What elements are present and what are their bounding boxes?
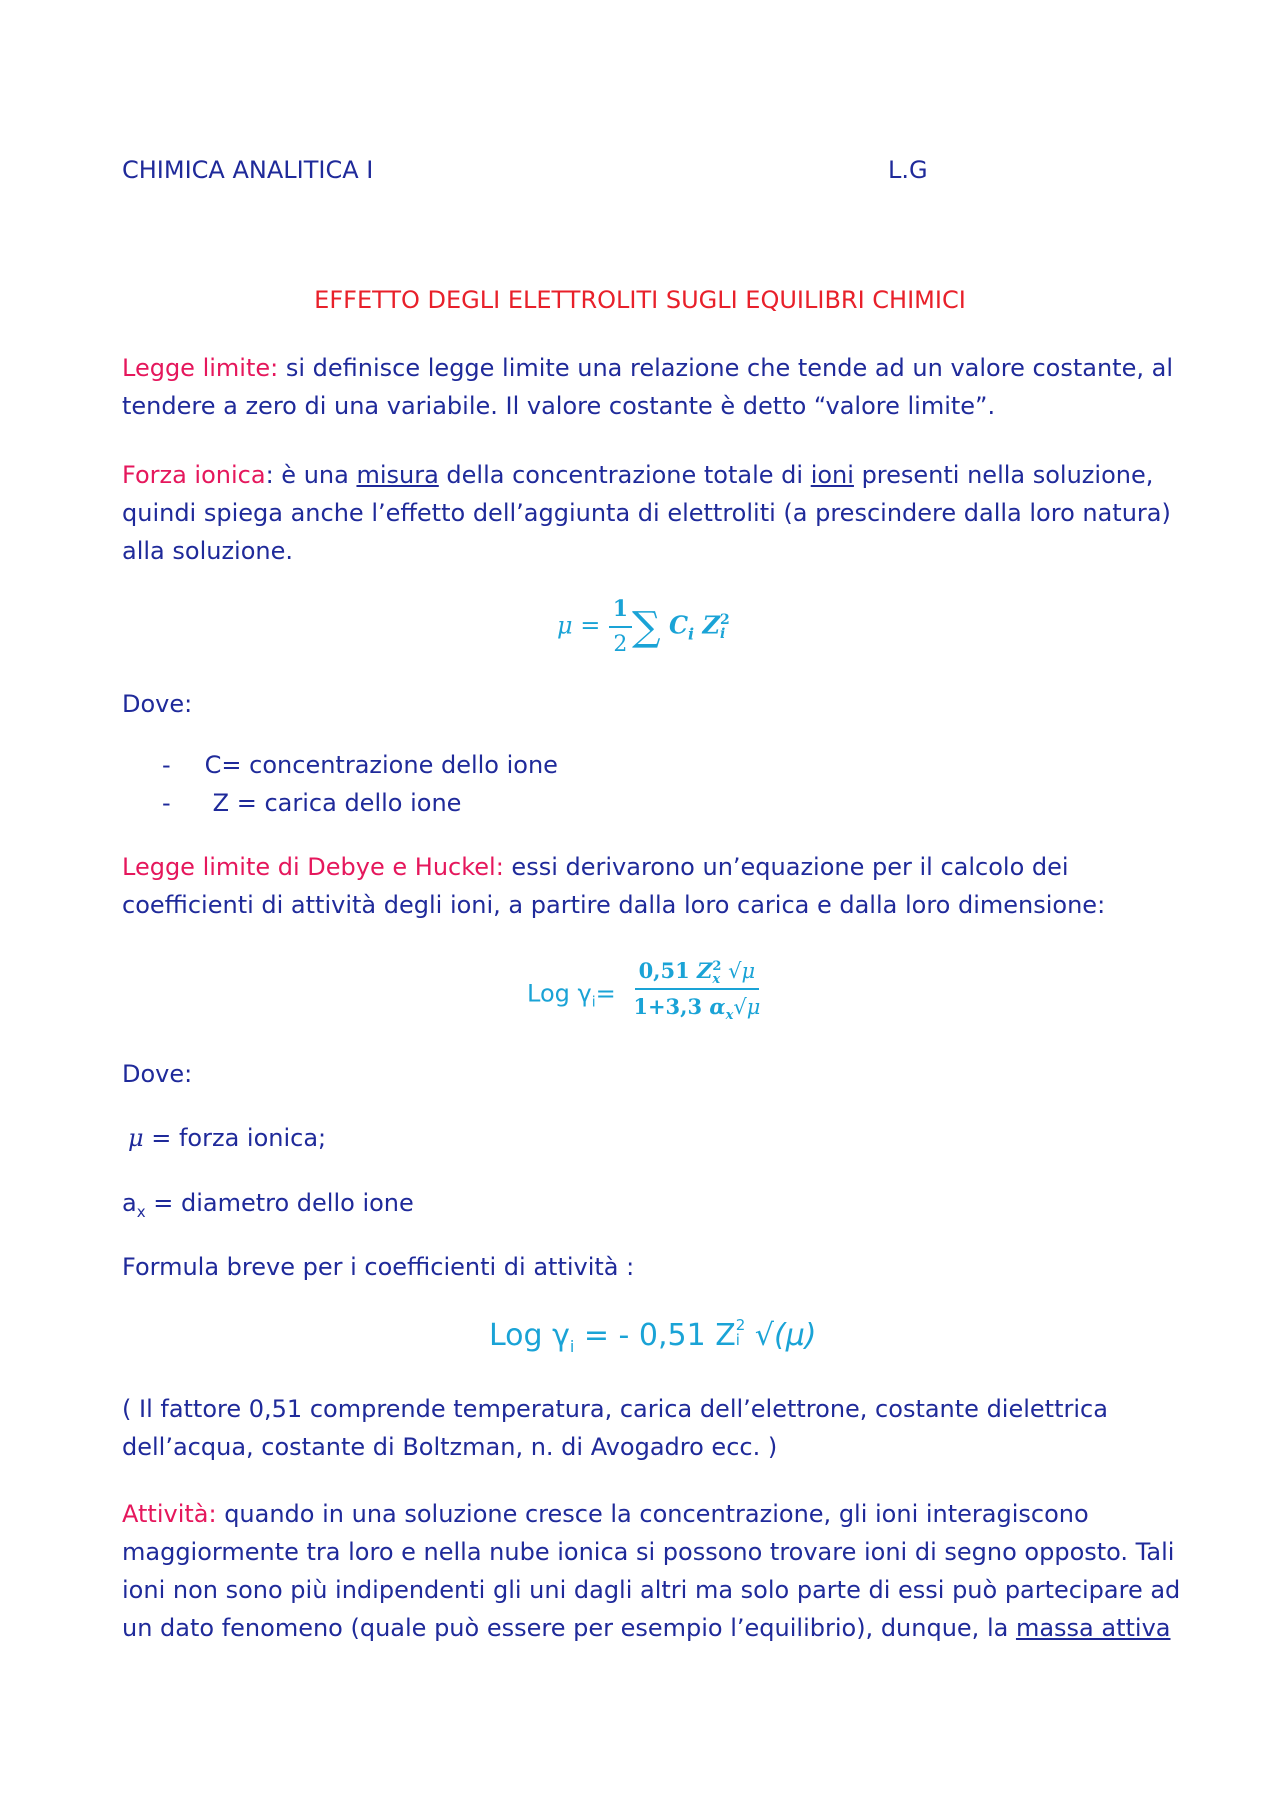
formula2-num-a: 0,51 xyxy=(638,958,698,983)
label-dove-1: Dove: xyxy=(122,690,193,718)
formula3-a-sub: i xyxy=(569,1337,575,1356)
text-legge-limite: si definisce legge limite una relazione che tende ad un valore costante, al tendere a zero di una variabile. Il valore costante è detto “valore limite”. xyxy=(122,354,1173,420)
list-dash: - xyxy=(162,751,171,779)
list-item xyxy=(162,784,558,822)
label-dove-2: Dove: xyxy=(122,1060,193,1088)
term-attivita: Attività: xyxy=(122,1500,217,1528)
formula3-b: = - 0,51 Z xyxy=(574,1318,736,1353)
formula1-z: Z xyxy=(702,610,721,640)
link-misura[interactable]: misura xyxy=(356,461,439,489)
formula2-num-z: Z xyxy=(697,958,713,983)
formula1-z-sub: i xyxy=(720,626,726,642)
text-attivita: quando in una soluzione cresce la concentrazione, gli ioni interagiscono maggiormente tra loro e nella nube ionica si possono trovare ioni di segno opposto. Tali ioni non sono più indipendenti gli uni dagli altri ma solo parte di essi può partecipare ad un dato fenomeno (quale può essere per esempio l’equilibrio), dunque, la xyxy=(122,1500,1181,1642)
list-item-text: Z = carica dello ione xyxy=(212,789,462,817)
term-forza-ionica: Forza ionica xyxy=(122,461,266,489)
formula1-num: 1 xyxy=(609,594,632,628)
course-title: CHIMICA ANALITICA I xyxy=(122,156,374,184)
definition-ax-text: = diametro dello ione xyxy=(145,1189,414,1217)
text-forza-ionica-3: presenti nella soluzione, quindi spiega anche l’effetto dell’aggiunta di elettroliti (a prescindere dalla loro natura) alla soluzione. xyxy=(122,461,1171,565)
formula1-lhs: μ = xyxy=(557,611,601,640)
mu-symbol: μ xyxy=(128,1124,144,1152)
formula2-fraction xyxy=(629,956,764,1031)
formula-forza-ionica xyxy=(557,594,730,660)
paragraph-debye-huckel xyxy=(122,848,1182,924)
author-initials: L.G xyxy=(888,156,928,184)
formula2-den-root: √μ xyxy=(733,995,761,1019)
formula3-z-sub: i xyxy=(735,1331,740,1349)
list-item xyxy=(162,746,558,784)
formula2-den-alpha-sub: x xyxy=(725,1008,734,1024)
formula2-lhs: Log γ xyxy=(527,979,592,1008)
term-legge-limite: Legge limite: xyxy=(122,354,279,382)
formula2-den-alpha: α xyxy=(709,994,726,1019)
formula2-numerator xyxy=(635,956,760,990)
formula1-z-scripts xyxy=(720,613,730,641)
text-debye-huckel: essi derivarono un’equazione per il calcolo dei coefficienti di attività degli ioni, a partire dalla loro carica e dalla loro dimensione: xyxy=(122,853,1106,919)
ax-subscript: x xyxy=(136,1202,146,1221)
text-forza-ionica-1: : è una xyxy=(265,461,357,489)
formula1-z-sup: 2 xyxy=(720,612,730,628)
definition-list xyxy=(162,746,558,822)
formula-debye-huckel xyxy=(527,956,764,1031)
list-dash: - xyxy=(162,789,171,817)
formula2-num-z-sup: 2 xyxy=(712,958,722,974)
document-title: EFFETTO DEGLI ELETTROLITI SUGLI EQUILIBRI CHIMICI xyxy=(314,286,966,314)
formula3-z-scripts xyxy=(736,1318,746,1348)
formula2-eq: = xyxy=(595,979,616,1008)
formula1-c: C xyxy=(668,610,689,640)
paragraph-forza-ionica xyxy=(122,456,1182,570)
formula3-a: Log γ xyxy=(489,1318,570,1353)
link-ioni[interactable]: ioni xyxy=(810,461,854,489)
paragraph-note: ( Il fattore 0,51 comprende temperatura, carica dell’elettrone, costante dielettrica dell’acqua, costante di Boltzman, n. di Avogadro ecc. ) xyxy=(122,1395,1108,1461)
definition-mu-text: = forza ionica; xyxy=(143,1124,327,1152)
ax-symbol: a xyxy=(122,1189,137,1217)
formula1-den: 2 xyxy=(613,632,628,657)
formula2-denominator xyxy=(629,990,764,1031)
definition-mu xyxy=(128,1124,326,1152)
formula1-c-sub: i xyxy=(688,624,695,644)
formula2-num-root: √μ xyxy=(721,959,756,983)
list-item-text: C= concentrazione dello ione xyxy=(204,751,558,779)
formula1-fraction xyxy=(609,594,632,660)
formula3-c: √(μ) xyxy=(745,1318,817,1353)
formula2-num-z-sub: x xyxy=(712,971,721,987)
paragraph-legge-limite xyxy=(122,349,1182,425)
sigma-symbol: ∑ xyxy=(632,604,661,650)
term-debye-huckel: Legge limite di Debye e Huckel: xyxy=(122,853,504,881)
formula3-z-sup: 2 xyxy=(735,1316,746,1334)
paragraph-attivita xyxy=(122,1495,1182,1647)
formula2-den-a: 1+3,3 xyxy=(633,994,710,1019)
formula-breve-label: Formula breve per i coefficienti di attività : xyxy=(122,1253,635,1281)
formula2-lhs-sub: i xyxy=(591,994,596,1011)
link-massa-attiva[interactable]: massa attiva xyxy=(1015,1614,1171,1642)
definition-ax xyxy=(122,1189,414,1221)
formula-breve xyxy=(489,1318,817,1356)
text-forza-ionica-2: della concentrazione totale di xyxy=(438,461,811,489)
